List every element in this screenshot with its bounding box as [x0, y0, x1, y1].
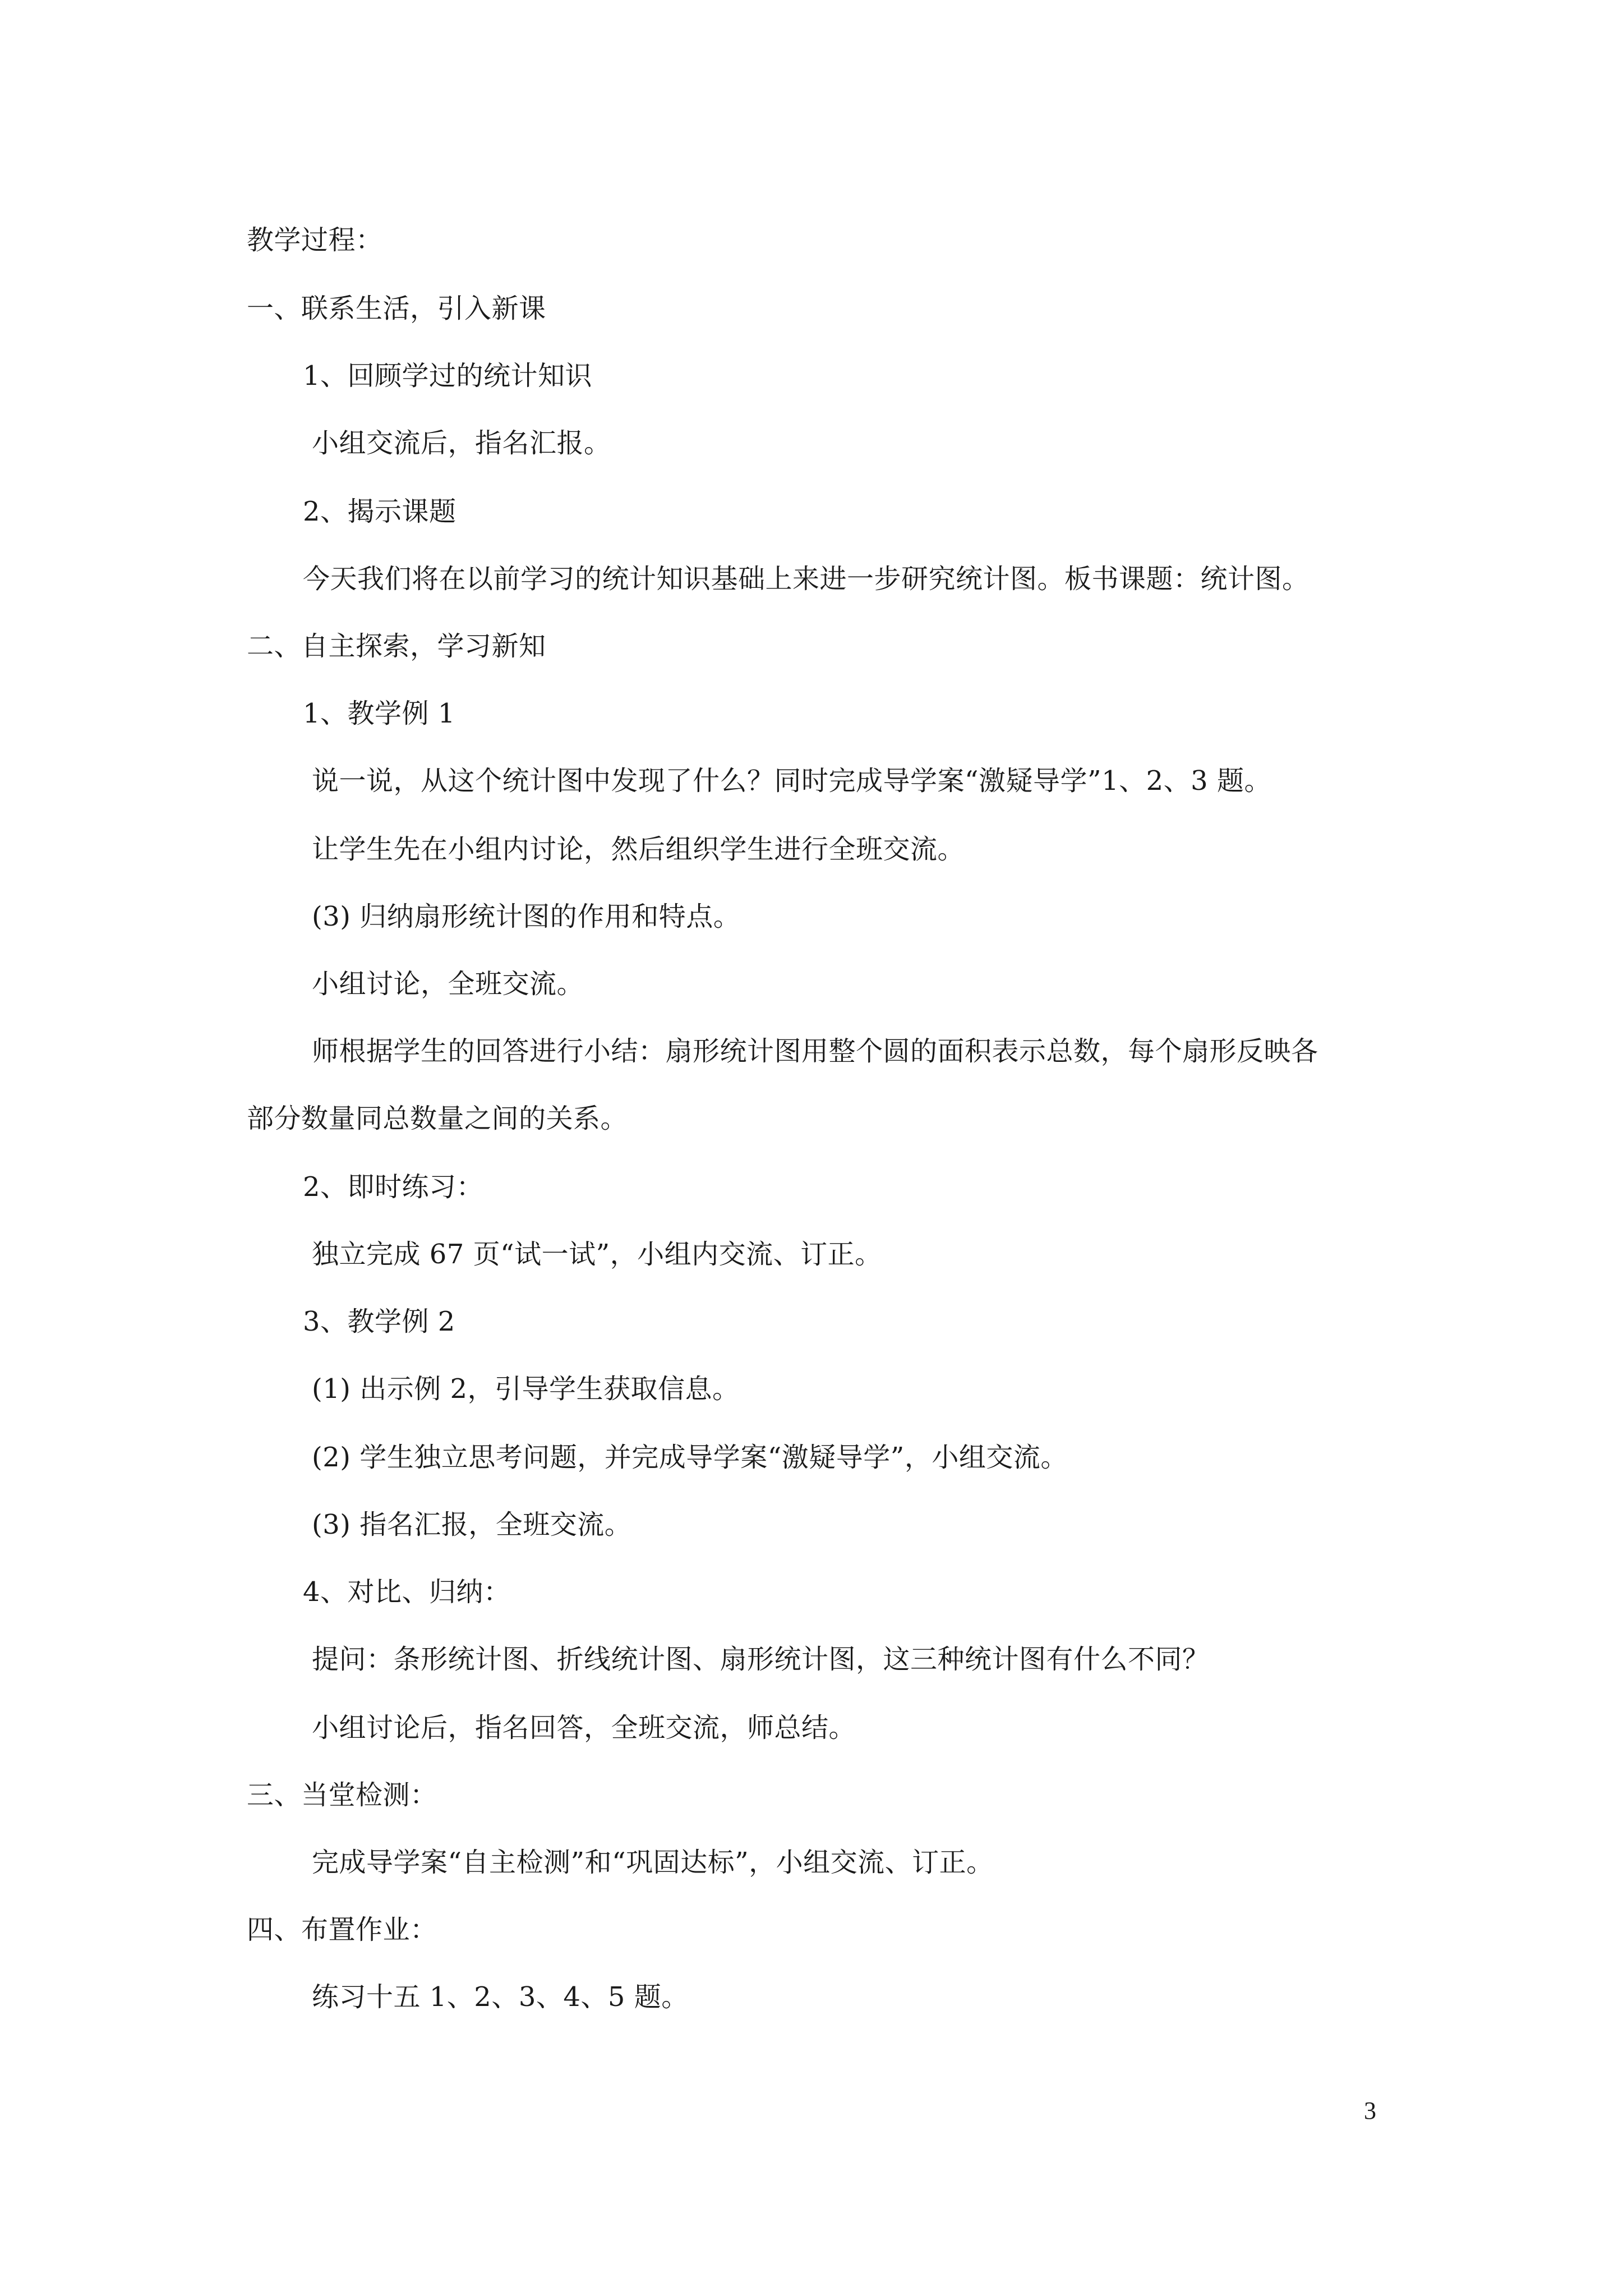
- paragraph-line: 小组交流后，指名汇报。: [312, 427, 611, 459]
- subheading-2-2: 2、即时练习：: [303, 1171, 484, 1203]
- list-item-3: (3) 指名汇报，全班交流。: [312, 1509, 632, 1540]
- paragraph-continuation: 部分数量同总数量之间的关系。: [247, 1103, 628, 1134]
- subheading-2-3: 3、教学例 2: [303, 1306, 455, 1337]
- paragraph-line: 师根据学生的回答进行小结：扇形统计图用整个圆的面积表示总数，每个扇形反映各: [312, 1036, 1318, 1067]
- subheading-1-2: 2、揭示课题: [303, 496, 457, 527]
- paragraph-line: 小组讨论，全班交流。: [312, 968, 584, 1000]
- list-item-1: (1) 出示例 2，引导学生获取信息。: [312, 1373, 740, 1405]
- paragraph-line: 让学生先在小组内讨论，然后组织学生进行全班交流。: [312, 834, 965, 865]
- section-heading-teaching-process: 教学过程：: [247, 224, 383, 256]
- section-heading-1: 一、联系生活，引入新课: [247, 293, 546, 324]
- paragraph-line: 独立完成 67 页“试一试”，小组内交流、订正。: [312, 1239, 882, 1270]
- paragraph-line: 今天我们将在以前学习的统计知识基础上来进一步研究统计图。板书课题：统计图。: [303, 563, 1310, 595]
- list-item-3: (3) 归纳扇形统计图的作用和特点。: [312, 901, 741, 932]
- paragraph-line: 提问：条形统计图、折线统计图、扇形统计图，这三种统计图有什么不同？: [312, 1644, 1210, 1675]
- paragraph-line: 说一说，从这个统计图中发现了什么？同时完成导学案“激疑导学”1、2、3 题。: [312, 765, 1271, 797]
- subheading-2-1: 1、教学例 1: [303, 698, 455, 729]
- section-heading-3: 三、当堂检测：: [247, 1779, 437, 1811]
- paragraph-line: 练习十五 1、2、3、4、5 题。: [312, 1981, 689, 2013]
- list-item-2: (2) 学生独立思考问题，并完成导学案“激疑导学”，小组交流。: [312, 1442, 1068, 1473]
- paragraph-line: 完成导学案“自主检测”和“巩固达标”，小组交流、订正。: [312, 1847, 994, 1878]
- paragraph-line: 小组讨论后，指名回答，全班交流，师总结。: [312, 1712, 856, 1743]
- page-number: 3: [1364, 2097, 1376, 2124]
- subheading-2-4: 4、对比、归纳：: [303, 1576, 511, 1608]
- section-heading-2: 二、自主探索，学习新知: [247, 631, 546, 662]
- section-heading-4: 四、布置作业：: [247, 1914, 437, 1945]
- subheading-1-1: 1、回顾学过的统计知识: [303, 360, 593, 392]
